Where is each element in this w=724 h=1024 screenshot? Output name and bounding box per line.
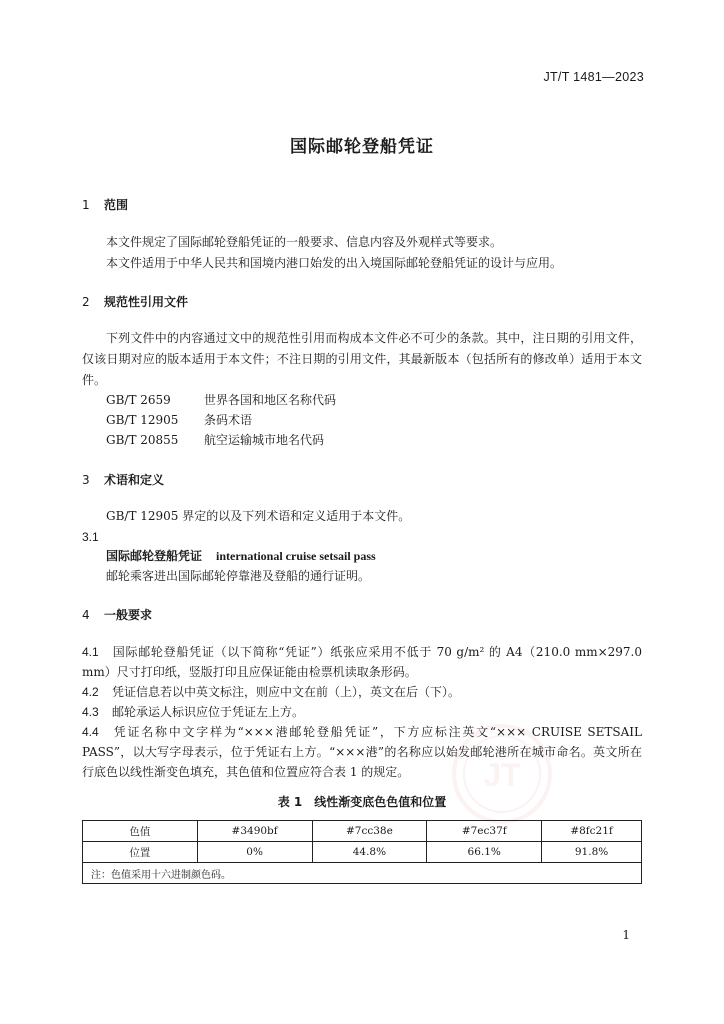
table-row [83, 842, 642, 863]
row-label: 位置 [83, 842, 198, 863]
color-gradient-table [82, 820, 642, 884]
table-cell: 0% [197, 842, 312, 863]
section-title: 范围 [104, 198, 129, 212]
reference-name: 航空运输城市地名代码 [204, 433, 325, 447]
table-cell: #8fc21f [542, 821, 642, 842]
reference-item [106, 430, 324, 450]
section-number: 2 [82, 295, 90, 309]
table-cell: #7cc38e [312, 821, 427, 842]
row-label: 色值 [83, 821, 198, 842]
clause-4-1 [82, 642, 642, 682]
section-1-paragraph-1: 本文件规定了国际邮轮登船凭证的一般要求、信息内容及外观样式等要求。 [106, 235, 503, 249]
clause-number: 4.3 [82, 705, 99, 719]
term-definition: 邮轮乘客进出国际邮轮停靠港及登船的通行证明。 [106, 569, 371, 583]
clause-text: 国际邮轮登船凭证（以下简称“凭证”）纸张应采用不低于 70 g/m² 的 A4（210.0 mm×297.0 mm）尺寸打印纸，竖版打印且应保证能由检票机读取条形码。 [82, 645, 642, 679]
term-number: 3.1 [82, 530, 99, 544]
table-cell: 91.8% [542, 842, 642, 863]
section-3-heading [82, 471, 164, 488]
reference-item [106, 390, 336, 410]
clause-text: 凭证信息若以中英文标注，则应中文在前（上），英文在后（下）。 [112, 685, 461, 699]
table-note: 注：色值采用十六进制颜色码。 [83, 863, 642, 884]
section-number: 1 [82, 198, 90, 212]
term-name-cn: 国际邮轮登船凭证 [106, 549, 203, 563]
page-number: 1 [622, 928, 630, 942]
section-title: 术语和定义 [104, 473, 165, 487]
document-title: 国际邮轮登船凭证 [290, 137, 434, 157]
clause-number: 4.1 [82, 645, 99, 659]
table-cell: 44.8% [312, 842, 427, 863]
reference-name: 世界各国和地区名称代码 [204, 393, 337, 407]
section-2-paragraph: 下列文件中的内容通过文中的规范性引用而构成本文件必不可少的条款。其中，注日期的引用文件，仅该日期对应的版本适用于本文件；不注日期的引用文件，其最新版本（包括所有的修改单）适用于本文件。 [82, 331, 642, 387]
standard-code: JT/T 1481—2023 [543, 70, 644, 84]
table-row [83, 821, 642, 842]
table-caption: 表 1 线性渐变底色色值和位置 [277, 795, 447, 809]
clause-text: 凭证名称中文字样为“×××港邮轮登船凭证”，下方应标注英文“××× CRUISE SETSAIL PASS”，以大写字母表示，位于凭证右上方。“×××港”的名称应以始发邮轮港所在城市命名。英文所在行底色以线性渐变色填充，其色值和位置应符合表 1 的规定。 [82, 725, 642, 779]
reference-code: GB/T 2659 [106, 393, 171, 407]
clause-4-3 [82, 702, 642, 722]
table-cell: #7ec37f [427, 821, 542, 842]
table-note-row [83, 863, 642, 884]
section-number: 3 [82, 473, 90, 487]
section-1-paragraph-2: 本文件适用于中华人民共和国境内港口始发的出入境国际邮轮登船凭证的设计与应用。 [106, 256, 563, 270]
term-name-en: international cruise setsail pass [216, 549, 376, 563]
seal-text: JT [483, 757, 521, 793]
reference-item [106, 410, 252, 430]
section-title: 一般要求 [104, 608, 153, 622]
clause-4-4 [82, 722, 642, 782]
section-3-paragraph: GB/T 12905 界定的以及下列术语和定义适用于本文件。 [106, 509, 411, 523]
clause-4-2 [82, 682, 642, 702]
table-cell: #3490bf [197, 821, 312, 842]
section-number: 4 [82, 608, 90, 622]
section-2-heading [82, 293, 188, 310]
reference-code: GB/T 20855 [106, 433, 179, 447]
clause-text: 邮轮承运人标识应位于凭证左上方。 [112, 705, 305, 719]
clause-number: 4.4 [82, 725, 99, 739]
reference-code: GB/T 12905 [106, 413, 179, 427]
clause-number: 4.2 [82, 685, 99, 699]
reference-name: 条码术语 [204, 413, 253, 427]
section-4-heading [82, 606, 152, 623]
section-title: 规范性引用文件 [104, 295, 189, 309]
term-entry [106, 546, 376, 566]
table-cell: 66.1% [427, 842, 542, 863]
section-1-heading [82, 196, 128, 213]
